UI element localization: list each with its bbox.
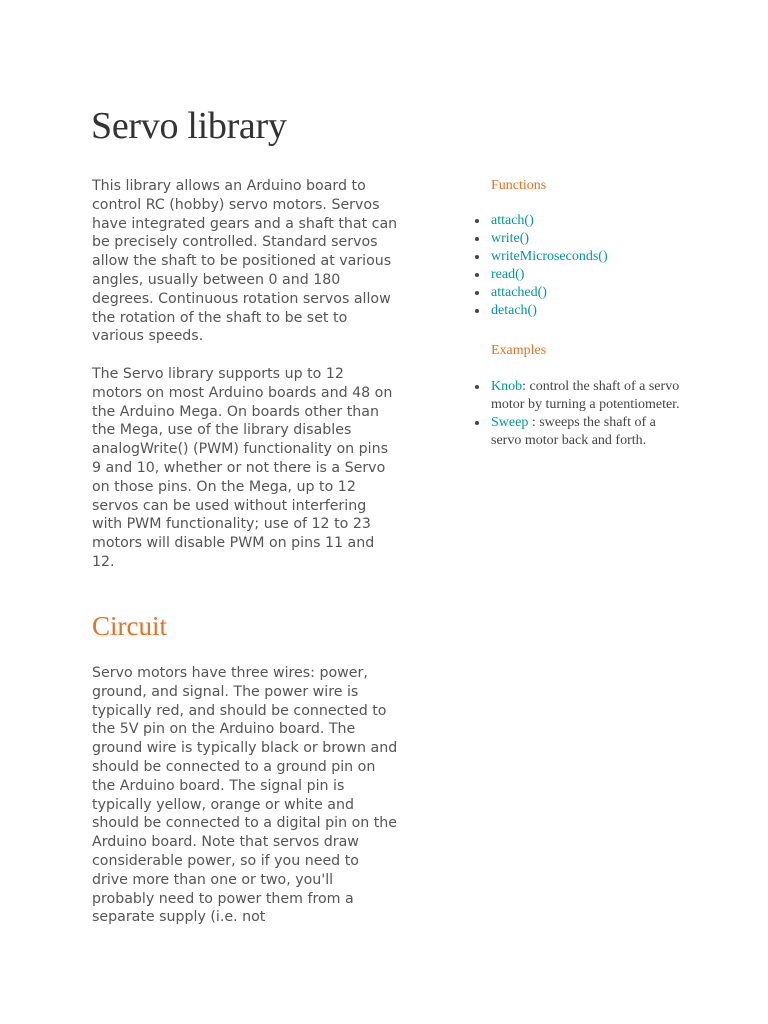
function-link-attached[interactable]: attached() — [491, 285, 547, 300]
bullet-icon — [475, 219, 479, 223]
function-item — [472, 284, 702, 302]
example-item-sweep — [472, 414, 681, 450]
function-item — [472, 248, 702, 266]
function-link-attach[interactable]: attach() — [491, 213, 534, 228]
function-link-read[interactable]: read() — [491, 267, 525, 282]
circuit-heading: Circuit — [92, 611, 167, 641]
bullet-icon — [475, 237, 479, 241]
example-description: : sweeps the shaft of a servo motor back and forth. — [491, 415, 656, 448]
example-item-knob — [472, 378, 681, 414]
function-link-writemicroseconds[interactable]: writeMicroseconds() — [491, 249, 608, 264]
bullet-icon — [475, 385, 479, 389]
functions-list — [472, 212, 702, 320]
function-item — [472, 212, 702, 230]
bullet-icon — [475, 309, 479, 313]
example-description: : control the shaft of a servo motor by turning a potentiometer. — [491, 379, 680, 412]
example-link-knob[interactable]: Knob — [491, 379, 523, 394]
examples-list — [472, 378, 702, 450]
page-title: Servo library — [91, 105, 287, 147]
bullet-icon — [475, 421, 479, 425]
bullet-icon — [475, 291, 479, 295]
function-link-write[interactable]: write() — [491, 231, 530, 246]
function-item — [472, 302, 702, 320]
sidebar — [472, 176, 702, 450]
intro-section — [92, 177, 398, 572]
function-link-detach[interactable]: detach() — [491, 303, 537, 318]
function-item — [472, 266, 702, 284]
function-item — [472, 230, 702, 248]
bullet-icon — [475, 255, 479, 259]
intro-paragraph-1: This library allows an Arduino board to control RC (hobby) servo motors. Servos have integrated gears and a shaft that can be precisely controlled. Standard servos allow the shaft to be positioned at various angles, usually between 0 and 180 degrees. Continuous rotation servos allow the rotation of the shaft to be set to various speeds. — [92, 178, 398, 345]
intro-paragraph-2: The Servo library supports up to 12 motors on most Arduino boards and 48 on the Arduino Mega. On boards other than the Mega, use of the library disables analogWrite() (PWM) functionality on pins 9 and 10, whether or not there is a Servo on those pins. On the Mega, up to 12 servos can be used without interfering with PWM functionality; use of 12 to 23 motors will disable PWM on pins 11 and 12. — [92, 365, 393, 570]
circuit-paragraph: Servo motors have three wires: power, ground, and signal. The power wire is typically red, and should be connected to the 5V pin on the Arduino board. The ground wire is typically black or brown and should be connected to a ground pin on the Arduino board. The signal pin is typically yellow, orange or white and should be connected to a digital pin on the Arduino board. Note that servos draw considerable power, so if you need to drive more than one or two, you'll probably need to power them from a separate supply (i.e. not — [92, 665, 398, 926]
bullet-icon — [475, 273, 479, 277]
example-link-sweep[interactable]: Sweep — [491, 415, 529, 430]
examples-heading: Examples — [491, 343, 547, 358]
functions-heading: Functions — [491, 178, 547, 193]
